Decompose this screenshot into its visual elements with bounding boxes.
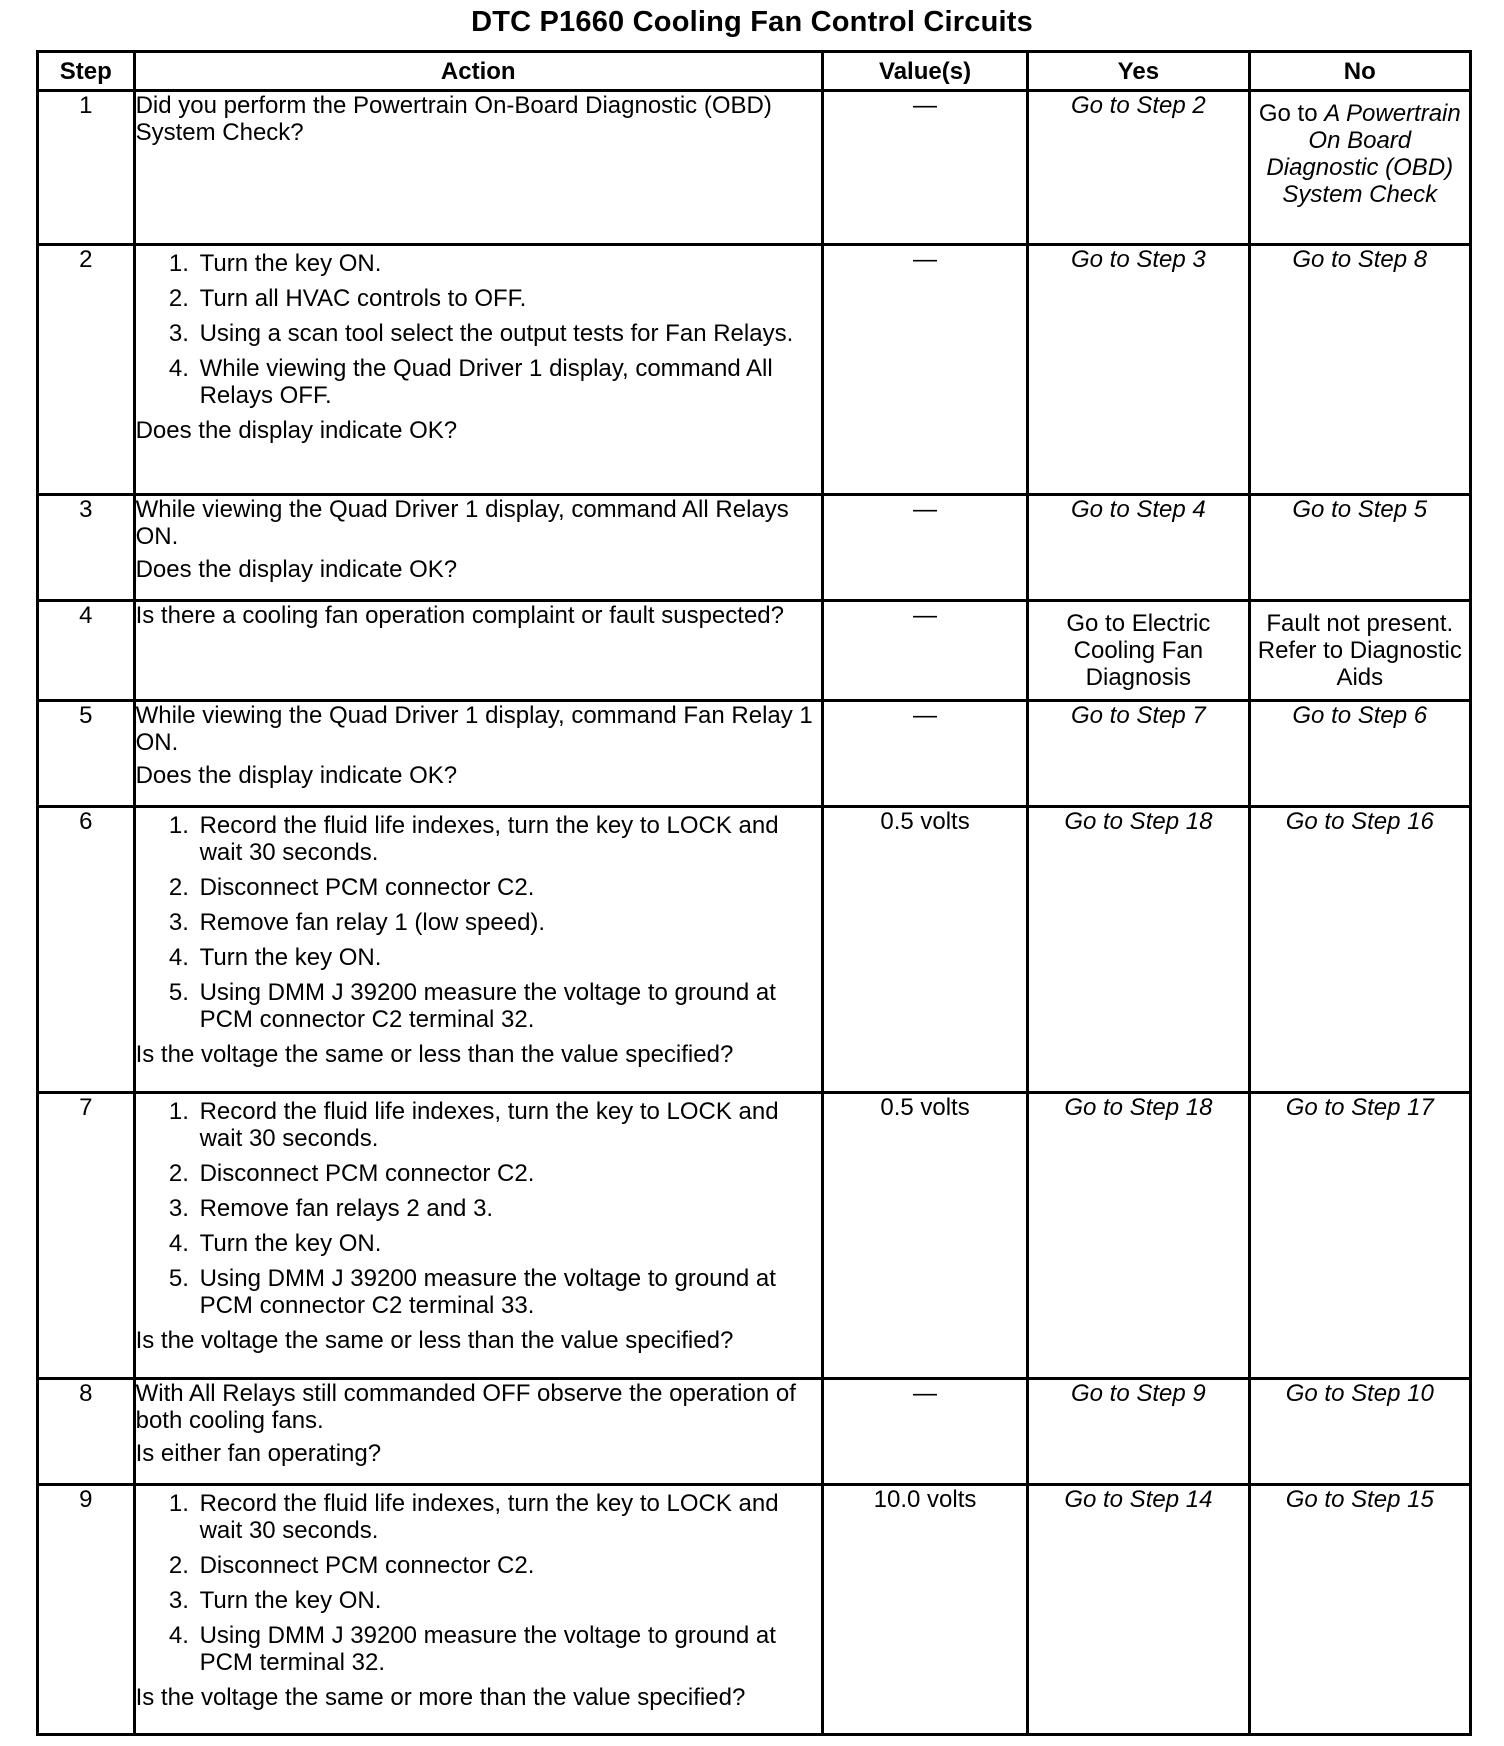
action-step: 3. Turn the key ON.	[196, 1587, 821, 1614]
header-value: Value(s)	[822, 52, 1027, 91]
step-row-6	[38, 807, 1471, 1093]
action-step: 1. Record the fluid life indexes, turn the key to LOCK and wait 30 seconds.	[196, 1490, 821, 1544]
action-cell	[134, 1485, 822, 1735]
step-number: 9	[38, 1485, 135, 1735]
action-step: 1. Record the fluid life indexes, turn the key to LOCK and wait 30 seconds.	[196, 1098, 821, 1152]
value-cell: —	[822, 1379, 1027, 1485]
header-no: No	[1249, 52, 1470, 91]
header-action: Action	[134, 52, 822, 91]
action-step: 4. Turn the key ON.	[196, 944, 821, 971]
action-cell	[134, 245, 822, 495]
step-number: 5	[38, 701, 135, 807]
action-step: 1. Turn the key ON.	[196, 250, 821, 277]
no-prefix: Go to	[1258, 100, 1325, 127]
action-cell	[134, 601, 822, 701]
action-cell	[134, 807, 822, 1093]
action-question: Is the voltage the same or less than the value specified?	[135, 1041, 734, 1068]
action-cell	[134, 495, 822, 601]
action-question: Does the display indicate OK?	[135, 556, 458, 583]
yes-cell: Go to Step 18	[1028, 807, 1249, 1093]
action-step: 5. Using DMM J 39200 measure the voltage to ground at PCM connector C2 terminal 32.	[196, 979, 821, 1033]
step-row-5	[38, 701, 1471, 807]
no-cell: Go to Step 16	[1249, 807, 1470, 1093]
no-cell: Go to Step 15	[1249, 1485, 1470, 1735]
value-cell: —	[822, 245, 1027, 495]
action-intro: While viewing the Quad Driver 1 display, command All Relays ON.	[135, 496, 789, 550]
action-steps-list	[136, 1490, 821, 1676]
step-number: 4	[38, 601, 135, 701]
yes-cell: Go to Step 3	[1028, 245, 1249, 495]
no-cell	[1249, 91, 1470, 245]
step-number: 7	[38, 1093, 135, 1379]
step-number: 6	[38, 807, 135, 1093]
header-yes: Yes	[1028, 52, 1249, 91]
value-cell: 10.0 volts	[822, 1485, 1027, 1735]
action-step: 3. Using a scan tool select the output tests for Fan Relays.	[196, 320, 821, 347]
action-step: 2. Disconnect PCM connector C2.	[196, 1160, 821, 1187]
step-number: 2	[38, 245, 135, 495]
action-intro: With All Relays still commanded OFF observe the operation of both cooling fans.	[135, 1380, 796, 1434]
step-row-1	[38, 91, 1471, 245]
diagnostic-table	[36, 50, 1472, 1736]
action-step: 5. Using DMM J 39200 measure the voltage to ground at PCM connector C2 terminal 33.	[196, 1265, 821, 1319]
yes-cell: Go to Step 14	[1028, 1485, 1249, 1735]
value-cell: 0.5 volts	[822, 807, 1027, 1093]
step-row-3	[38, 495, 1471, 601]
action-step: 2. Disconnect PCM connector C2.	[196, 1552, 821, 1579]
action-intro: Did you perform the Powertrain On-Board Diagnostic (OBD) System Check?	[135, 92, 772, 146]
yes-cell: Go to Step 9	[1028, 1379, 1249, 1485]
no-cell: Fault not present. Refer to Diagnostic Aids	[1249, 601, 1470, 701]
action-step: 4. Using DMM J 39200 measure the voltage to ground at PCM terminal 32.	[196, 1622, 821, 1676]
action-step: 3. Remove fan relays 2 and 3.	[196, 1195, 821, 1222]
step-row-4	[38, 601, 1471, 701]
action-steps-list	[136, 812, 821, 1033]
action-intro: Is there a cooling fan operation complaint or fault suspected?	[135, 602, 784, 629]
action-question: Is the voltage the same or more than the value specified?	[135, 1684, 746, 1711]
value-cell: —	[822, 91, 1027, 245]
step-number: 1	[38, 91, 135, 245]
step-number: 8	[38, 1379, 135, 1485]
action-step: 2. Disconnect PCM connector C2.	[196, 874, 821, 901]
document-title: DTC P1660 Cooling Fan Control Circuits	[471, 6, 1033, 38]
action-cell	[134, 1093, 822, 1379]
action-step: 2. Turn all HVAC controls to OFF.	[196, 285, 821, 312]
no-cell: Go to Step 10	[1249, 1379, 1470, 1485]
step-row-9	[38, 1485, 1471, 1735]
action-step: 4. Turn the key ON.	[196, 1230, 821, 1257]
yes-cell: Go to Step 2	[1028, 91, 1249, 245]
yes-cell: Go to Step 7	[1028, 701, 1249, 807]
value-cell: —	[822, 601, 1027, 701]
value-cell: —	[822, 701, 1027, 807]
action-question: Does the display indicate OK?	[135, 762, 458, 789]
action-question: Does the display indicate OK?	[135, 417, 458, 444]
step-row-8	[38, 1379, 1471, 1485]
action-steps-list	[136, 1098, 821, 1319]
yes-cell: Go to Step 18	[1028, 1093, 1249, 1379]
action-cell	[134, 1379, 822, 1485]
action-step: 4. While viewing the Quad Driver 1 display, command All Relays OFF.	[196, 355, 821, 409]
step-number: 3	[38, 495, 135, 601]
no-cell: Go to Step 8	[1249, 245, 1470, 495]
action-question: Is the voltage the same or less than the value specified?	[135, 1327, 734, 1354]
no-cell: Go to Step 5	[1249, 495, 1470, 601]
step-row-2	[38, 245, 1471, 495]
yes-cell: Go to Step 4	[1028, 495, 1249, 601]
step-row-7	[38, 1093, 1471, 1379]
yes-cell: Go to Electric Cooling Fan Diagnosis	[1028, 601, 1249, 701]
value-cell: 0.5 volts	[822, 1093, 1027, 1379]
value-cell: —	[822, 495, 1027, 601]
action-step: 1. Record the fluid life indexes, turn the key to LOCK and wait 30 seconds.	[196, 812, 821, 866]
action-steps-list	[136, 250, 821, 409]
header-step: Step	[38, 52, 135, 91]
no-reference: A Powertrain On Board Diagnostic (OBD) System Check	[1266, 100, 1461, 208]
no-cell: Go to Step 17	[1249, 1093, 1470, 1379]
action-cell	[134, 91, 822, 245]
action-step: 3. Remove fan relay 1 (low speed).	[196, 909, 821, 936]
action-cell	[134, 701, 822, 807]
header-row	[38, 52, 1471, 91]
no-cell: Go to Step 6	[1249, 701, 1470, 807]
action-intro: While viewing the Quad Driver 1 display, command Fan Relay 1 ON.	[135, 702, 813, 756]
action-question: Is either fan operating?	[135, 1440, 382, 1467]
